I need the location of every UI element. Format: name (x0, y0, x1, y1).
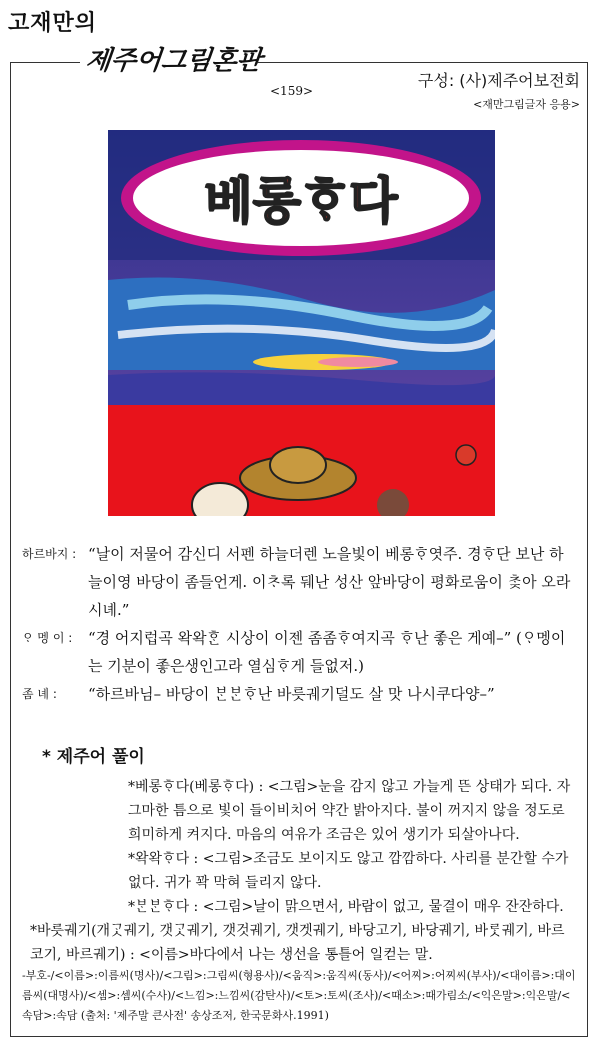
dialogue-line (22, 624, 578, 680)
dialogue-text: “하르바님– 바당이 ᄇᆞᆫᄇᆞᆫᄒᆞ난 바릇궤기덜도 살 맛 나시쿠다양–” (88, 685, 495, 703)
dialogue-line (22, 540, 578, 624)
glossary (30, 775, 578, 967)
speaker-label: ᄋᆞ 멩 이 : (22, 631, 73, 645)
glossary-entry: *ᄇᆞᆫᄇᆞᆫᄒᆞ다 : <그림>날이 맑으면서, 바람이 없고, 물결이 매우 잔잔하다. (128, 899, 564, 915)
glossary-heading: * 제주어 풀이 (42, 747, 145, 767)
dialogue-line (22, 680, 578, 708)
legend: -부호-/<이름>:이름씨(명사)/<그림>:그림씨(형용사)/<움직>:움직씨(동사)/<어찌>:어찌씨(부사)/<대이름>:대이름씨(대명사)/<셈>:셈씨(수사)/<느낌>:느낌씨(감탄사)/<토>:토씨(조사)/<때소>:때가림소/<익은말>:익은말/<속담>:속담 (출처: '제주말 큰사전' 송상조저, 한국문화사.1991) (22, 969, 576, 1022)
dialogue (22, 540, 578, 708)
illustration-word: 베롱ᄒᆞ다 (204, 172, 398, 230)
glossary-entry: *바릇궤기(개ᄀᆞᆺ궤기, 갯ᄀᆞᆺ궤기, 갯것궤기, 갯겟궤기, 바당고기, 바당궤기, 바ᄅᆞᆺ궤기, 바르코기, 바르궤기) : <이름>바다에서 나는 생선을 통틀어 일컫는 말. (30, 923, 565, 963)
glossary-entry: *베롱ᄒᆞ다(베롱ᄒᆞ다) : <그림>눈을 감지 않고 가늘게 뜬 상태가 되다. 자그마한 틈으로 빛이 들이비치어 약간 밝아지다. 불이 꺼지지 않을 정도로 희미하게 켜지다. 마음의 여유가 조금은 있어 생기가 되살아나다. (128, 779, 571, 843)
credit-main: 구성: (사)제주어보전회 (417, 71, 580, 90)
illustration (108, 130, 495, 516)
column-name: 제주어그림혼판 (84, 46, 264, 76)
dialogue-text: “날이 저물어 감신디 서펜 하늘더렌 노을빛이 베롱ᄒᆞ엿주. 경ᄒᆞ단 보난 하늘이영 바당이 좀들언게. 이ᄎᆞ록 뒈난 성산 앞바당이 평화로움이 ᄎᆞᆽ아 오라시녜.” (88, 545, 571, 619)
speaker-label: 하르바지 : (22, 547, 77, 561)
issue-number: <159> (270, 84, 314, 98)
glossary-entry: *왁왁ᄒᆞ다 : <그림>조금도 보이지도 않고 깜깜하다. 사리를 분간할 수가 없다. 귀가 꽉 막혀 들리지 않다. (128, 851, 569, 891)
illustration-art (108, 130, 495, 516)
series-title: 고재만의 (8, 11, 98, 36)
dialogue-text: “경 어지럽곡 왁왁ᄒᆞᆫ 시상이 이젠 좀좀ᄒᆞ여지곡 ᄒᆞ난 좋은 게예–” (ᄋᆞ멩이는 기분이 좋은생인고라 열심ᄒᆞ게 들없저.) (88, 629, 566, 675)
credit-sub: <재만그림글자 응용> (473, 98, 580, 111)
speaker-label: 좀 녜 : (22, 687, 57, 701)
